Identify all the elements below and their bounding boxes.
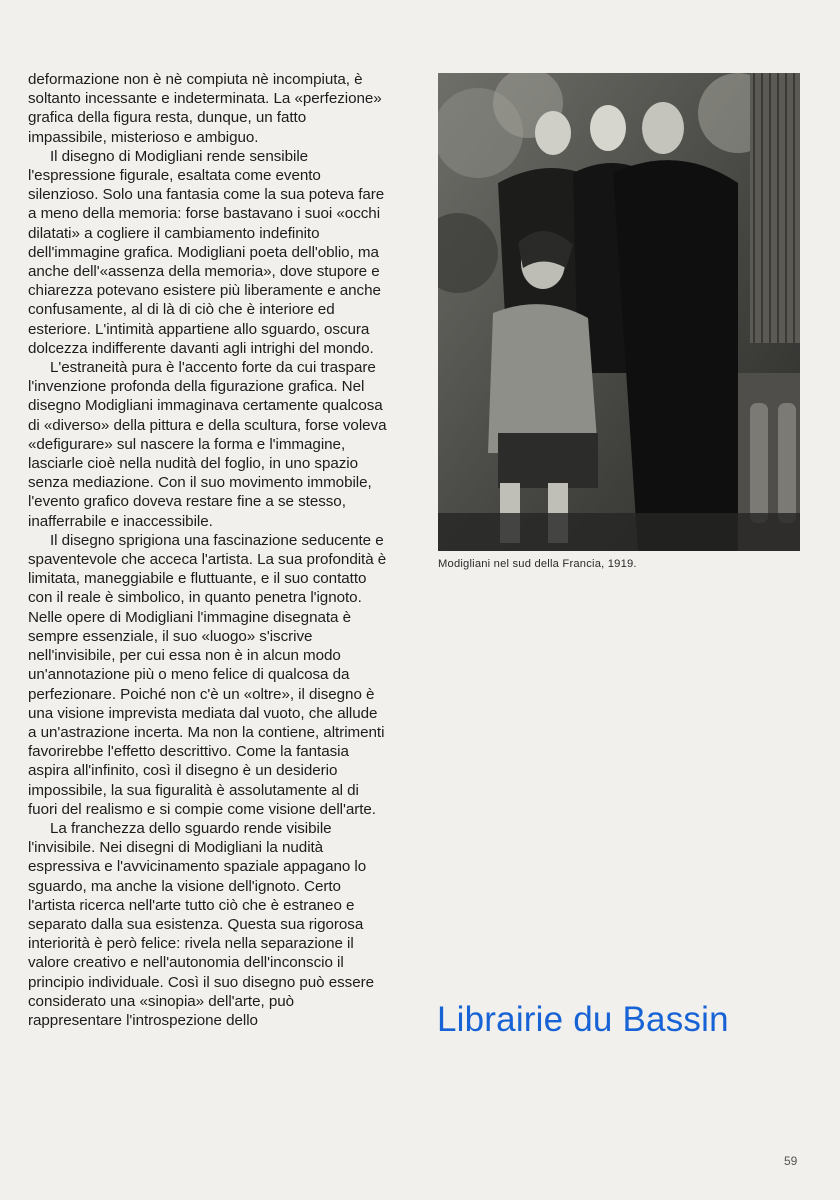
body-text-column <box>28 70 388 1030</box>
photograph-image <box>438 73 800 551</box>
photo-caption: Modigliani nel sud della Francia, 1919. <box>438 558 637 570</box>
paragraph-1: deformazione non è nè compiuta nè incompiuta, è soltanto incessante e indeterminata. La «perfezione» grafica della figura resta, dunque, un fatto impassibile, misterioso e ambiguo. <box>28 71 382 146</box>
paragraph-5: La franchezza dello sguardo rende visibile l'invisibile. Nei disegni di Modigliani la nudità espressiva e l'avvicinamento spaziale appagano lo sguardo, ma anche la visione dell'ignoto. Certo l'artista ricerca nell'arte tutto ciò che è estraneo e separato dalla sua esistenza. Questa sua rigorosa interiorità è però felice: rivela nella separazione il valore creativo e nell'autonomia dell'inconscio il principio individuale. Così il suo disegno può essere considerato una «sinopia» dell'arte, può rappresentare l'introspezione dello <box>28 819 375 1029</box>
paragraph-3: L'estraneità pura è l'accento forte da cui traspare l'invenzione profonda della figurazione grafica. Nel disegno Modigliani immaginava certamente qualcosa di «diverso» della pittura e della scultura, forse voleva «defigurare» sul nascere la forma e l'immagine, lasciarle cioè nella nudità del foglio, in uno spazio senza mediazione. Con il suo movimento immobile, l'evento grafico doveva restare fine a se stesso, inafferrabile e inaccessibile. <box>28 359 387 530</box>
watermark-text: Librairie du Bassin <box>437 1000 729 1039</box>
paragraph-2: Il disegno di Modigliani rende sensibile l'espressione figurale, esaltata come evento silenzioso. Solo una fantasia come la sua poteva fare a meno della memoria: forse bastavano i suoi «occhi dilatati» a cogliere il cambiamento indefinito dell'immagine grafica. Modigliani poeta dell'oblio, ma anche dell'«assenza della memoria», dove stupore e chiarezza potevano esistere più liberamente e anche confusamente, al di là di ciò che è interiore ed esteriore. L'intimità appartiene allo sguardo, oscura dolcezza indifferente davanti agli intrighi del mondo. <box>28 147 385 357</box>
paragraph-4: Il disegno sprigiona una fascinazione seducente e spaventevole che acceca l'artista. La sua profondità è limitata, maneggiabile e fluttuante, e il suo contatto con il reale è simbolico, in quanto penetra l'ignoto. Nelle opere di Modigliani l'immagine disegnata è sempre essenziale, il suo «luogo» s'iscrive nell'invisibile, per cui essa non è in alcun modo un'annotazione più o meno felice di qualcosa da perfezionare. Poiché non c'è un «oltre», il disegno è una visione imprevista mediata dal vuoto, che allude a un'astrazione incerta. Ma non la contiene, altrimenti favorirebbe l'effetto descrittivo. Come la fantasia aspira all'infinito, così il disegno è un desiderio impossibile, la sua figuralità è assolutamente al di fuori del realismo e si compie come visione dell'arte. <box>28 531 387 818</box>
page-number: 59 <box>784 1154 798 1168</box>
historical-photograph <box>438 73 800 551</box>
